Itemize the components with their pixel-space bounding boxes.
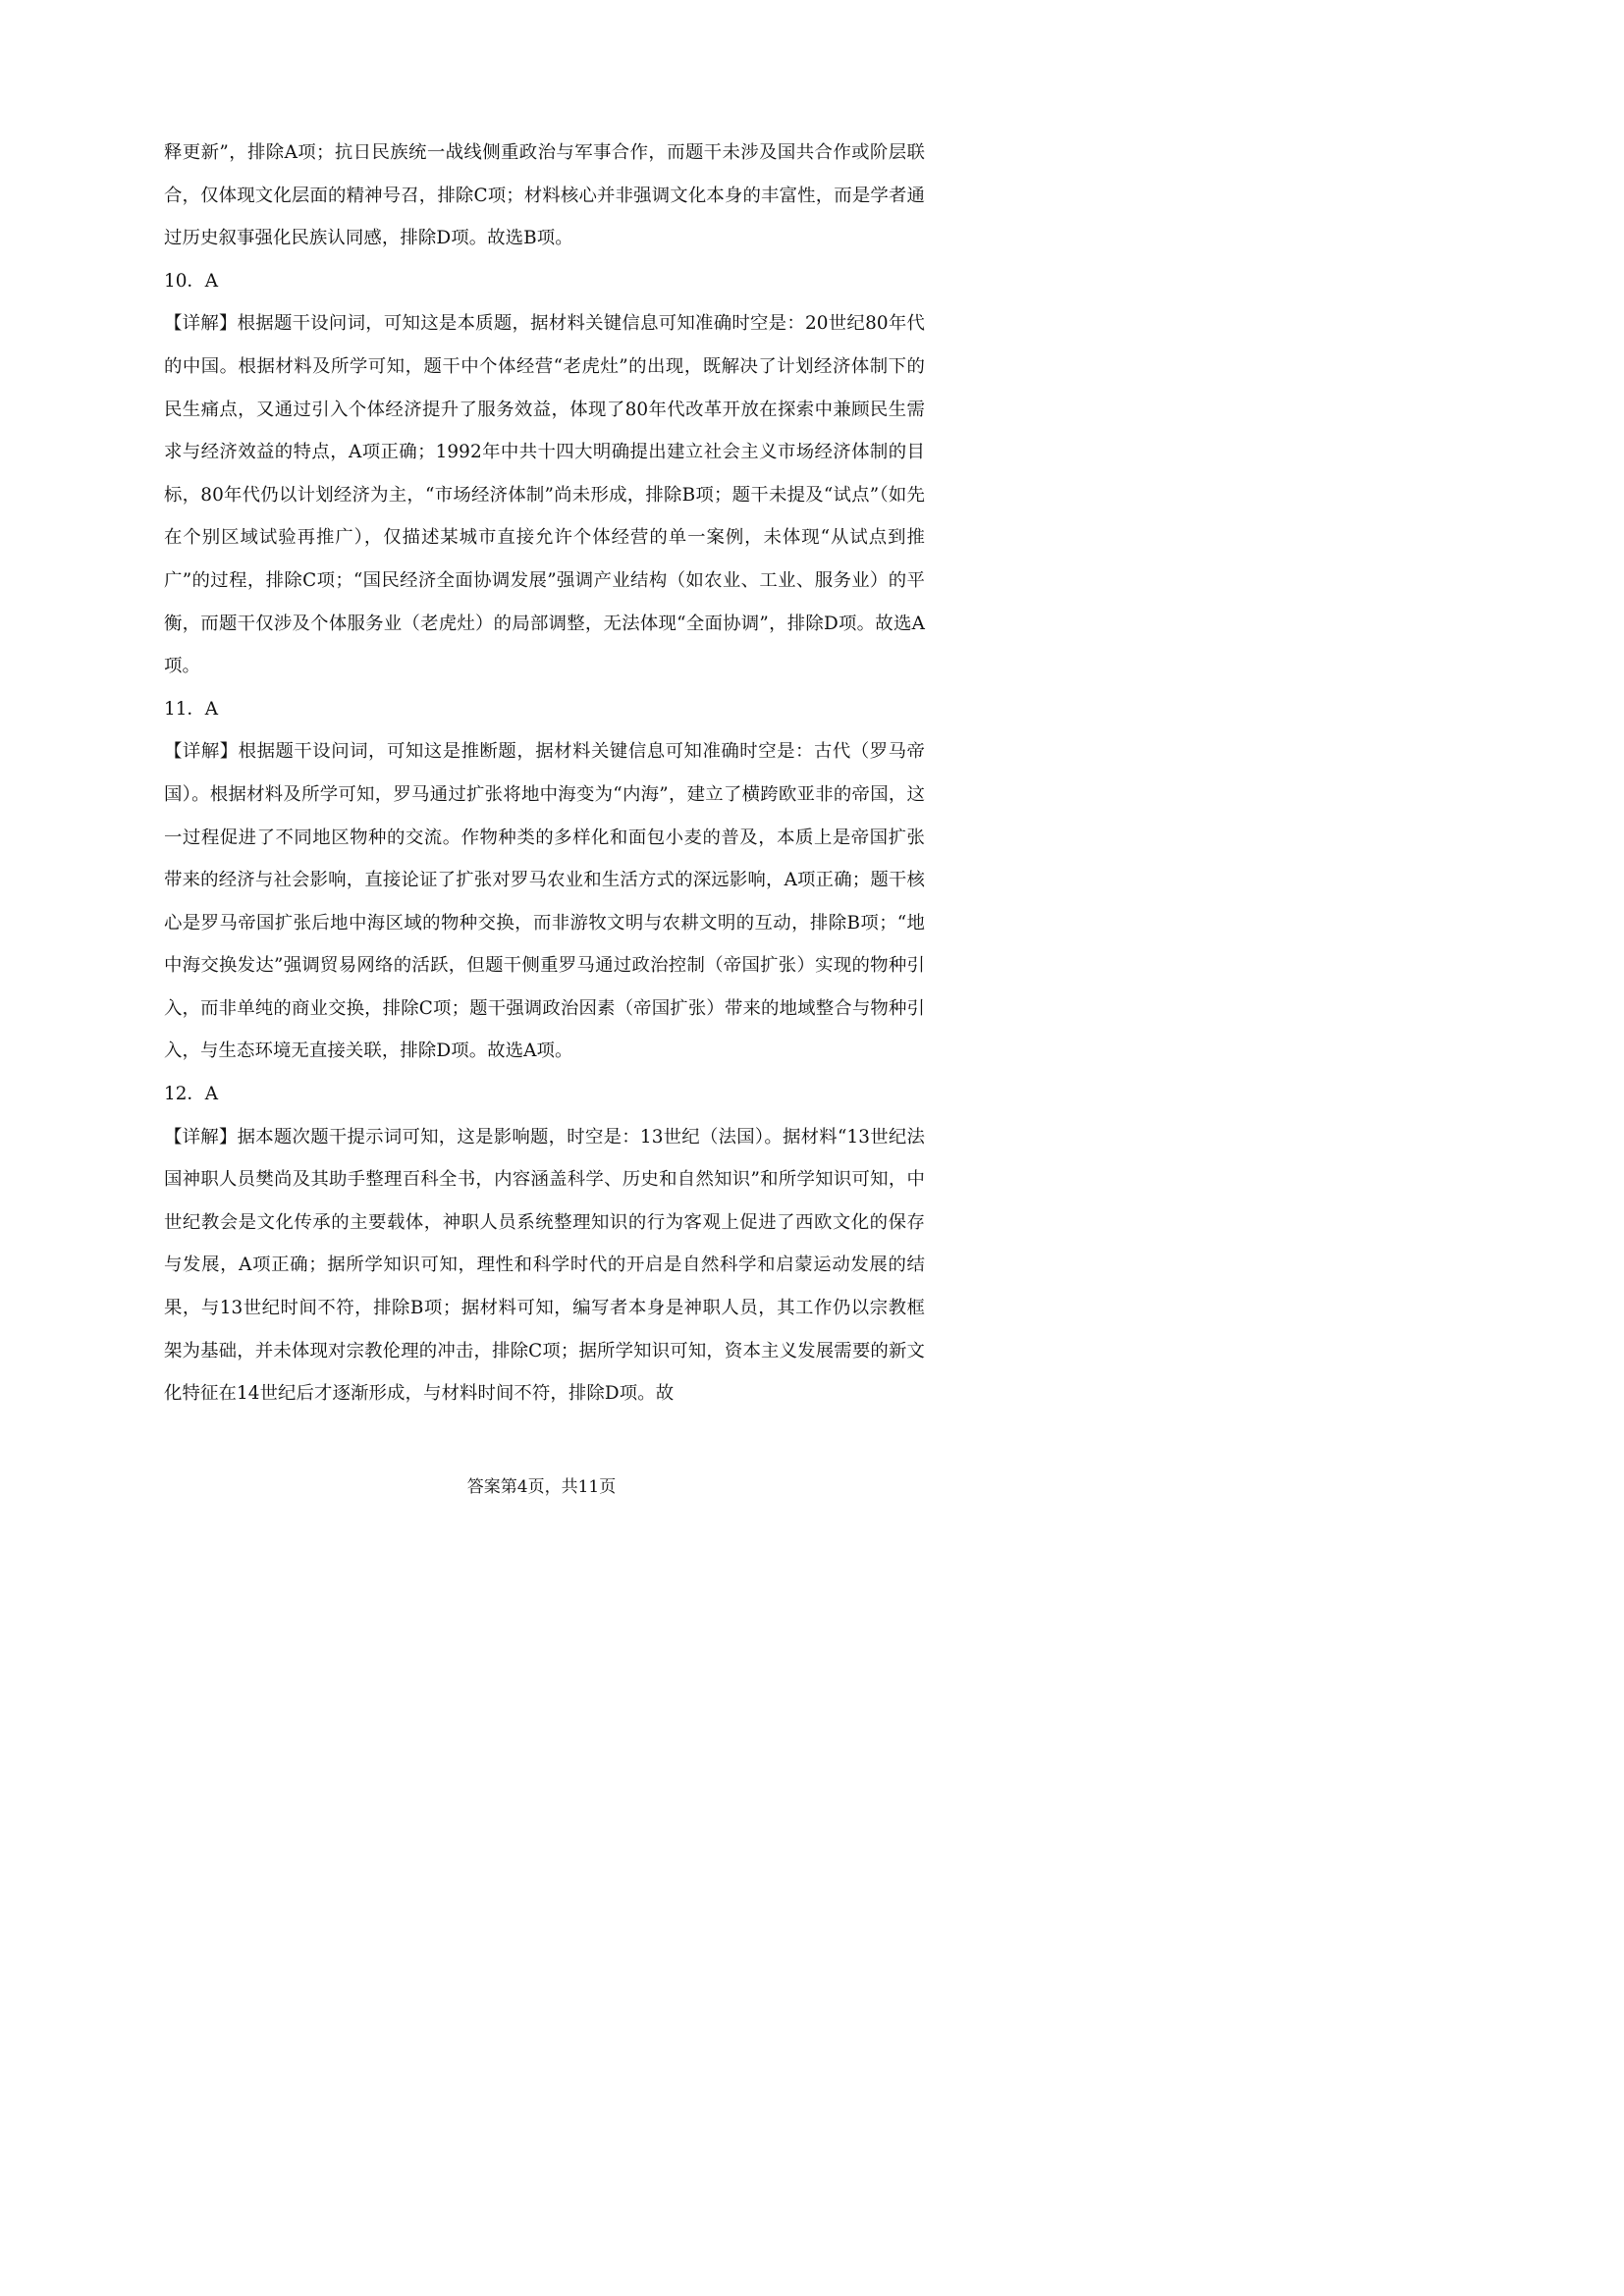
detail-tag: 【详解】 xyxy=(164,313,238,335)
detail-tag: 【详解】 xyxy=(164,741,239,763)
answer-10: 10．A xyxy=(164,270,219,292)
explanation-text: 根据题干设问词，可知这是推断题，据材料关键信息可知准确时空是：古代（罗马帝国）。根据材料及所学可知，罗马通过扩张将地中海变为“内海”，建立了横跨欧亚非的帝国，这一过程促进了不同地区物种的交流。作物种类的多样化和面包小麦的普及，本质上是帝国扩张带来的经济与社会影响，直接论证了扩张对罗马农业和生活方式的深远影响，A项正确；题干核心是罗马帝国扩张后地中海区域的物种交换，而非游牧文明与农耕文明的互动，排除B项；“地中海交换发达”强调贸易网络的活跃，但题干侧重罗马通过政治控制（帝国扩张）实现的物种引入，而非单纯的商业交换，排除C项；题干强调政治因素（帝国扩张）带来的地域整合与物种引入，与生态环境无直接关联，排除D项。故选A项。 xyxy=(164,741,925,1062)
explanation-text: 根据题干设问词，可知这是本质题，据材料关键信息可知准确时空是：20世纪80年代的中国。根据材料及所学可知，题干中个体经营“老虎灶”的出现，既解决了计划经济体制下的民生痛点，又通过引入个体经济提升了服务效益，体现了80年代改革开放在探索中兼顾民生需求与经济效益的特点，A项正确；1992年中共十四大明确提出建立社会主义市场经济体制的目标，80年代仍以计划经济为主，“市场经济体制”尚未形成，排除B项；题干未提及“试点”（如先在个别区域试验再推广），仅描述某城市直接允许个体经营的单一案例，未体现“从试点到推广”的过程，排除C项；“国民经济全面协调发展”强调产业结构（如农业、工业、服务业）的平衡，而题干仅涉及个体服务业（老虎灶）的局部调整，无法体现“全面协调”，排除D项。故选A项。 xyxy=(164,313,925,677)
explanation-10 xyxy=(164,302,925,687)
page-content xyxy=(164,132,925,1415)
explanation-text: 据本题次题干提示词可知，这是影响题，时空是：13世纪（法国）。据材料“13世纪法国神职人员樊尚及其助手整理百科全书，内容涵盖科学、历史和自然知识”和所学知识可知，中世纪教会是文化传承的主要载体，神职人员系统整理知识的行为客观上促进了西欧文化的保存与发展，A项正确；据所学知识可知，理性和科学时代的开启是自然科学和启蒙运动发展的结果，与13世纪时间不符，排除B项；据材料可知，编写者本身是神职人员，其工作仍以宗教框架为基础，并未体现对宗教伦理的冲击，排除C项；据所学知识可知，资本主义发展需要的新文化特征在14世纪后才逐渐形成，与材料时间不符，排除D项。故 xyxy=(164,1126,925,1405)
explanation-12 xyxy=(164,1116,925,1415)
detail-tag: 【详解】 xyxy=(164,1126,238,1148)
answer-12: 12．A xyxy=(164,1084,219,1105)
answer-11: 11．A xyxy=(164,698,219,720)
continuation-paragraph: 释更新”，排除A项；抗日民族统一战线侧重政治与军事合作，而题干未涉及国共合作或阶层联合，仅体现文化层面的精神号召，排除C项；材料核心并非强调文化本身的丰富性，而是学者通过历史叙事强化民族认同感，排除D项。故选B项。 xyxy=(164,142,925,249)
explanation-11 xyxy=(164,730,925,1073)
page-footer: 答案第4页，共11页 xyxy=(466,1477,617,1497)
